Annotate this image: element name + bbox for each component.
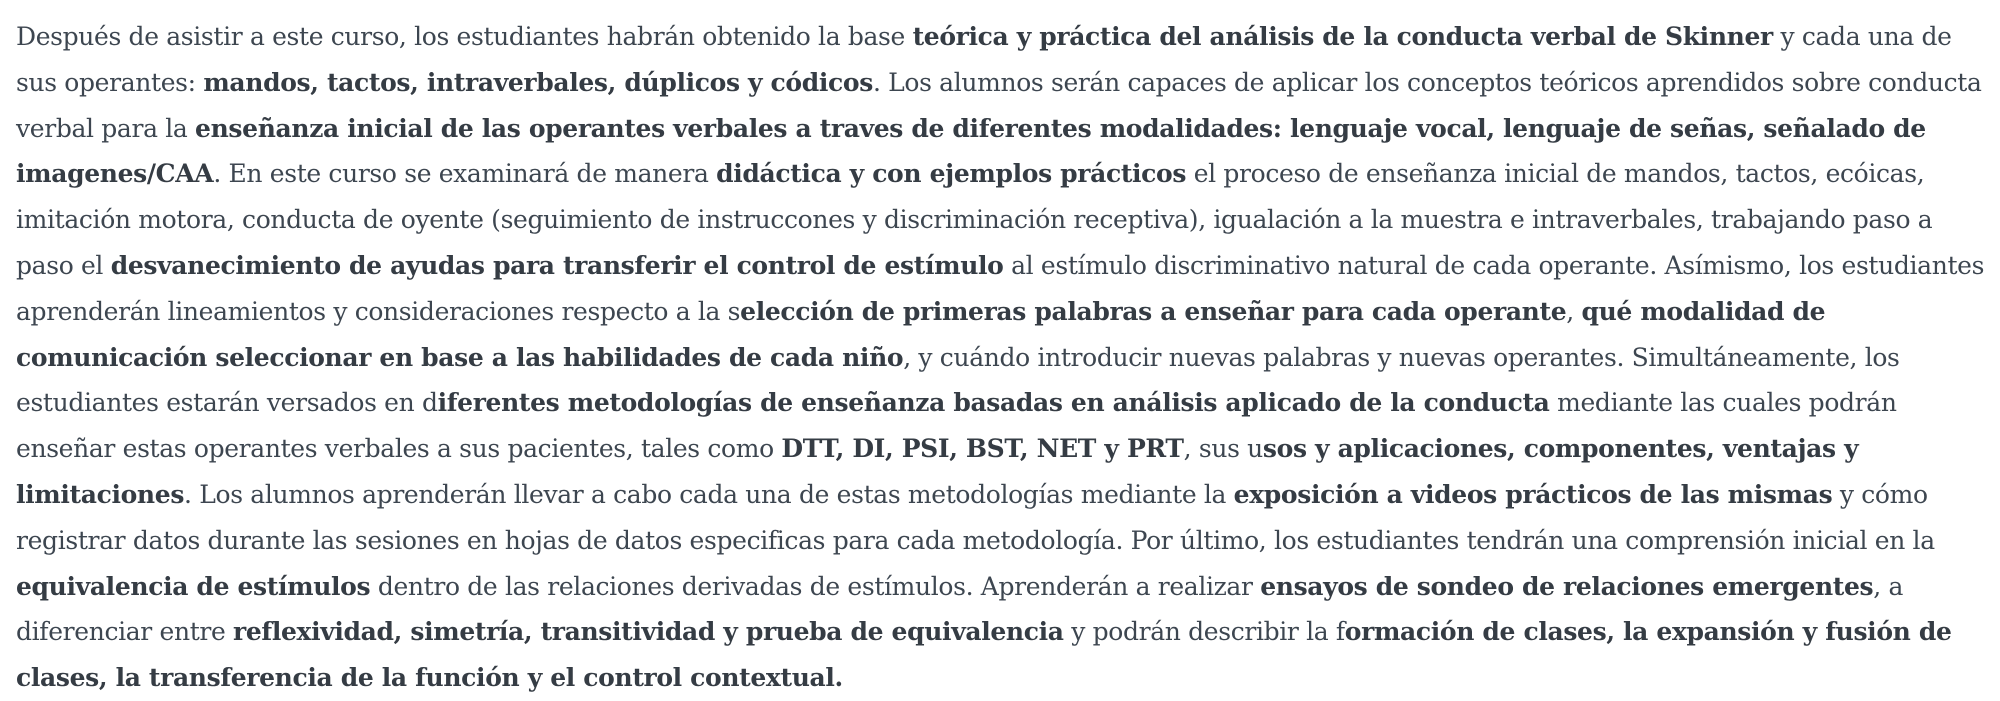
emphasized-text: exposición a videos prácticos de las mismas [1233,479,1833,509]
emphasized-text: teórica y práctica del análisis de la conducta verbal de Skinner [912,22,1773,51]
emphasized-text: ormación de clases, la expansión y fusión de clases, la transferencia de la función y el control contextual. [16,617,1952,693]
emphasized-text: didáctica y con ejemplos prácticos [716,159,1187,189]
emphasized-text: qué modalidad de comunicación seleccionar en base a las habilidades de cada niño [16,296,1826,372]
body-text: al estímulo discriminativo natural de cada operante. Asímismo, los estudiantes aprenderán lineamientos y consideraciones respecto a la s [16,250,1985,326]
emphasized-text: mandos, tactos, intraverbales, dúplicos y códicos [203,67,873,97]
body-text: dentro de las relaciones derivadas de estímulos. Aprenderán a realizar [370,571,1261,601]
body-text: y cada una de sus operantes: [16,22,1952,97]
body-text: y cómo registrar datos durante las sesiones en hojas de datos especificas para cada metodología. Por último, los estudiantes tendrán una comprensión inicial en la [16,479,1935,555]
body-text: . Los alumnos aprenderán llevar a cabo cada una de estas metodologías mediante la [184,479,1234,509]
emphasized-text: enseñanza inicial de las operantes verbales a traves de diferentes modalidades: lenguaje vocal, lenguaje de señas, señalado de imagenes/CAA [16,113,1926,189]
body-text: . En este curso se examinará de manera [213,159,717,189]
body-text: , y cuándo introducir nuevas palabras y nuevas operantes. Simultáneamente, los estudiantes estarán versados en d [16,342,1900,418]
emphasized-text: equivalencia de estímulos [16,571,371,601]
body-text: el proceso de enseñanza inicial de mandos, tactos, ecóicas, imitación motora, conducta de oyente (seguimiento de instruccones y discriminación receptiva), igualación a la muestra e intraverbales, trabajando paso a paso el [16,159,1933,280]
body-text: . Los alumnos serán capaces de aplicar los conceptos teóricos aprendidos sobre conducta verbal para la [16,67,1982,143]
emphasized-text: sos y aplicaciones, componentes, ventajas y limitaciones [16,434,1859,509]
emphasized-text: ensayos de sondeo de relaciones emergentes [1260,571,1874,601]
body-text: , a diferenciar entre [16,571,1903,647]
body-text: mediante las cuales podrán enseñar estas operantes verbales a sus pacientes, tales como [16,388,1897,464]
body-text: y podrán describir la f [1063,617,1345,647]
body-text: , sus u [1183,434,1263,464]
emphasized-text: iferentes metodologías de enseñanza basadas en análisis aplicado de la conducta [437,388,1550,418]
body-text: , [1566,296,1582,326]
emphasized-text: reflexividad, simetría, transitividad y prueba de equivalencia [233,617,1064,647]
emphasized-text: elección de primeras palabras a enseñar para cada operante [740,296,1567,326]
emphasized-text: desvanecimiento de ayudas para transferir el control de estímulo [110,250,1004,280]
body-text: Después de asistir a este curso, los estudiantes habrán obtenido la base [16,22,913,51]
emphasized-text: DTT, DI, PSI, BST, NET y PRT [781,434,1184,464]
